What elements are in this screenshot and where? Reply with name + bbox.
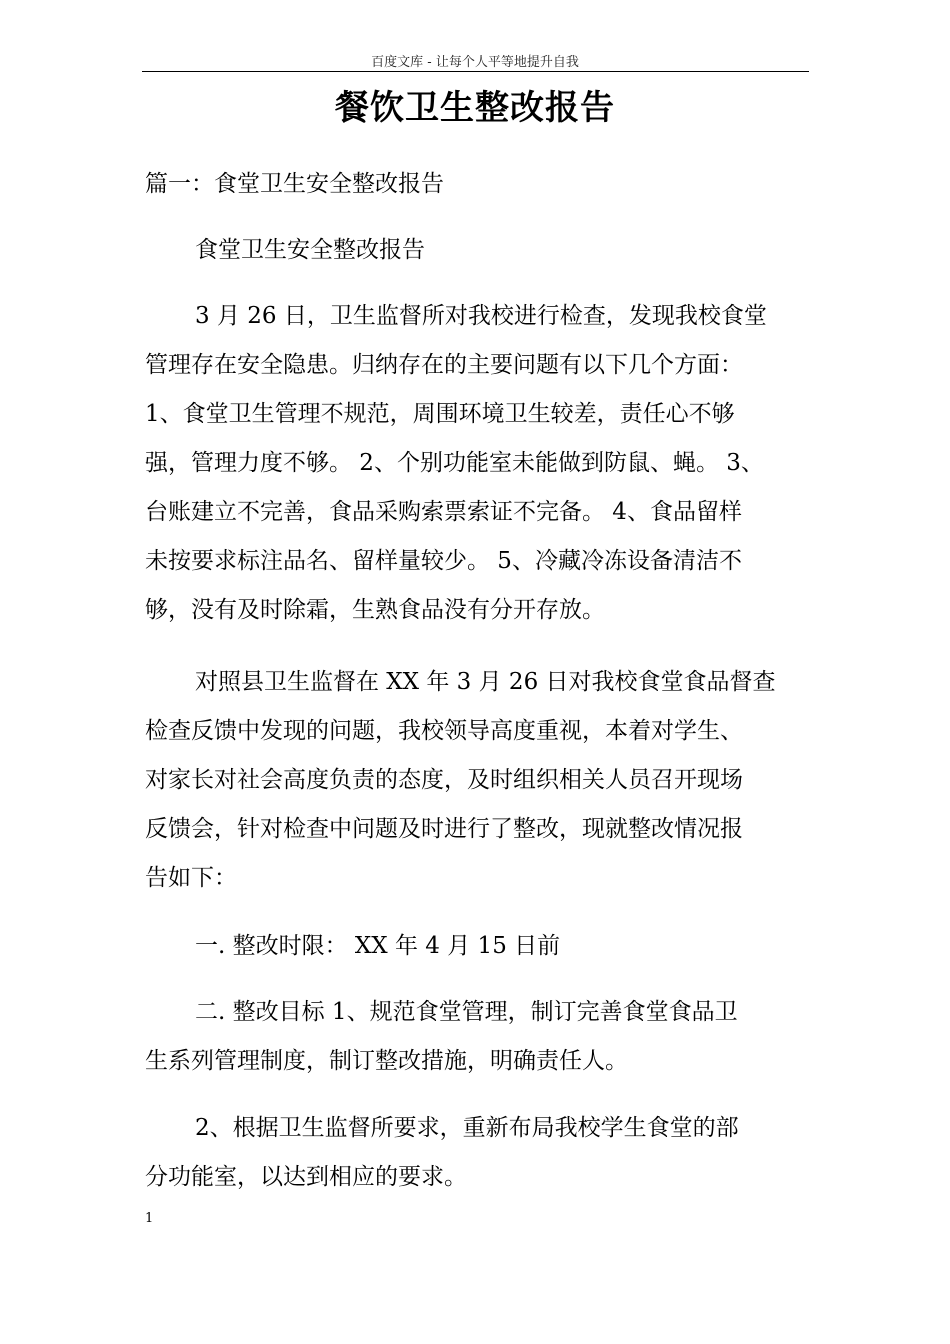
subheading-text: 食堂卫生安全整改报告 [195, 237, 425, 263]
header-divider [142, 71, 809, 72]
paragraph-line: 够，没有及时除霜，生熟食品没有分开存放。 [145, 597, 605, 623]
paragraph-5 [145, 1104, 810, 1202]
paragraph-line: 告如下： [145, 865, 237, 891]
paragraph-line: 分功能室，以达到相应的要求。 [145, 1164, 467, 1190]
paragraph-line: 生系列管理制度，制订整改措施，明确责任人。 [145, 1048, 628, 1074]
paragraph-4 [145, 988, 810, 1086]
part1-heading [145, 160, 810, 209]
paragraph-line: 一. 整改时限： XX 年 4 月 15 日前 [195, 933, 561, 959]
document-title: 餐饮卫生整改报告 [335, 88, 615, 128]
paragraph-line: 检查反馈中发现的问题，我校领导高度重视，本着对学生、 [145, 718, 743, 744]
subheading [195, 226, 860, 275]
paragraph-2 [145, 658, 810, 903]
paragraph-line: 管理存在安全隐患。归纳存在的主要问题有以下几个方面： [145, 352, 743, 378]
paragraph-line: 对照县卫生监督在 XX 年 3 月 26 日对我校食堂食品督查 [195, 669, 776, 695]
paragraph-line: 2、根据卫生监督所要求，重新布局我校学生食堂的部 [195, 1115, 739, 1141]
paragraph-line: 反馈会，针对检查中问题及时进行了整改，现就整改情况报 [145, 816, 743, 842]
paragraph-line: 强，管理力度不够。 2、个别功能室未能做到防鼠、蝇。 3、 [145, 450, 764, 476]
paragraph-line: 对家长对社会高度负责的态度，及时组织相关人员召开现场 [145, 767, 743, 793]
paragraph-line: 台账建立不完善，食品采购索票索证不完备。 4、食品留样 [145, 499, 742, 525]
paragraph-line: 3 月 26 日，卫生监督所对我校进行检查，发现我校食堂 [195, 303, 767, 329]
paragraph-3 [145, 922, 810, 971]
paragraph-line: 1、食堂卫生管理不规范，周围环境卫生较差，责任心不够 [145, 401, 735, 427]
part1-heading-text: 篇一：食堂卫生安全整改报告 [145, 171, 444, 197]
paragraph-line: 二. 整改目标 1、规范食堂管理，制订完善食堂食品卫 [195, 999, 738, 1025]
page-header: 百度文库 - 让每个人平等地提升自我 [371, 55, 579, 70]
paragraph-line: 未按要求标注品名、留样量较少。 5、冷藏冷冻设备清洁不 [145, 548, 742, 574]
paragraph-1 [145, 292, 810, 635]
page-number: 1 [145, 1211, 154, 1226]
